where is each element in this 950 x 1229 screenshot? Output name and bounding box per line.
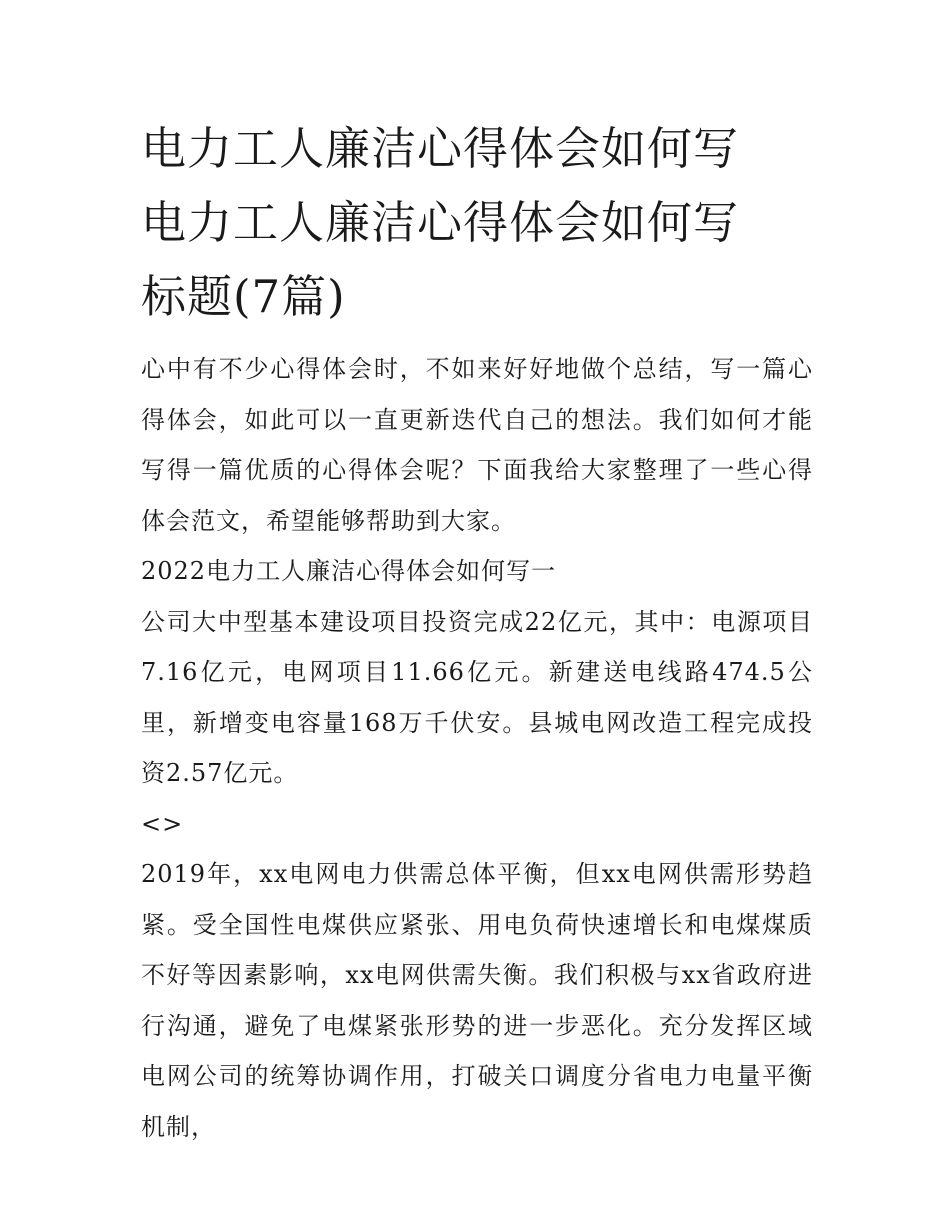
title-line-2: 电力工人廉洁心得体会如何写 bbox=[141, 196, 740, 249]
document-title bbox=[141, 112, 813, 334]
section-heading: 2022电力工人廉洁心得体会如何写一 bbox=[141, 557, 557, 585]
title-line-3: 标题(7篇) bbox=[141, 270, 346, 323]
supply-paragraph: 2019年，xx电网电力供需总体平衡，但xx电网供需形势趋紧。受全国性电煤供应紧张、用电负荷快速增长和电煤煤质不好等因素影响，xx电网供需失衡。我们积极与xx省政府进行沟通，避免了电煤紧张形势的进一步恶化。充分发挥区域电网公司的统筹协调作用，打破关口调度分省电力电量平衡机制， bbox=[141, 860, 813, 1141]
title-line-1: 电力工人廉洁心得体会如何写 bbox=[141, 122, 740, 175]
document-content bbox=[141, 112, 813, 1152]
placeholder-text: <> bbox=[141, 809, 184, 838]
intro-paragraph: 心中有不少心得体会时，不如来好好地做个总结，写一篇心得体会，如此可以一直更新迭代自己的想法。我们如何才能写得一篇优质的心得体会呢？下面我给大家整理了一些心得体会范文，希望能够帮助到大家。 bbox=[141, 355, 813, 535]
investment-paragraph: 公司大中型基本建设项目投资完成22亿元，其中：电源项目7.16亿元，电网项目11.66亿元。新建送电线路474.5公里，新增变电容量168万千伏安。县城电网改造工程完成投资2.57亿元。 bbox=[141, 607, 813, 787]
